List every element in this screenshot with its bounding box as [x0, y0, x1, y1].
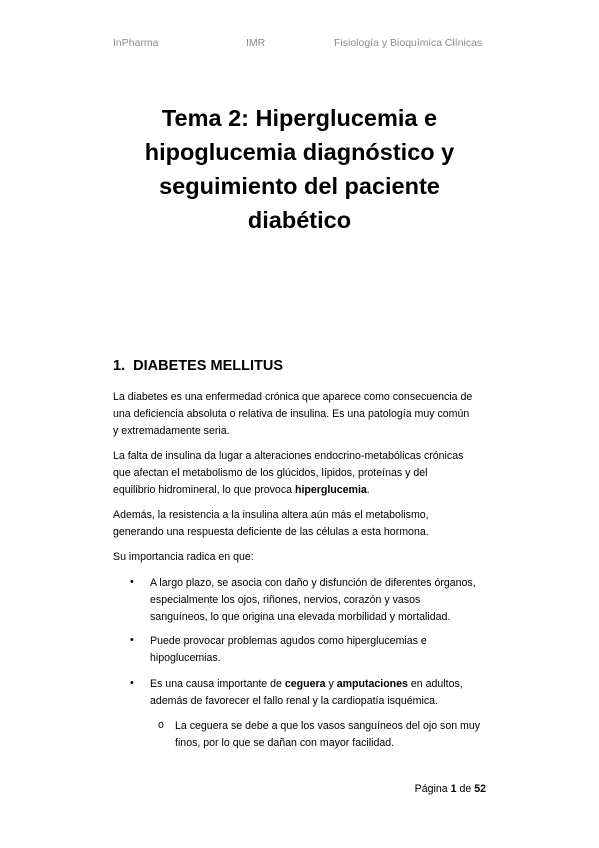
title-line: hipoglucemia diagnóstico y [144, 139, 455, 165]
of-label: de [459, 783, 472, 795]
text-line: La falta de insulina da lugar a alteraciones endocrino-metabólicas crónicas [113, 450, 464, 462]
text-run: y [325, 678, 337, 690]
text-line: Además, la resistencia a la insulina altera aún más el metabolismo, [113, 509, 429, 521]
paragraph-3 [113, 507, 493, 541]
text-line: finos, por lo que se dañan con mayor facilidad. [175, 737, 395, 749]
text-line: que afectan el metabolismo de los glúcidos, lípidos, proteínas y del [113, 467, 428, 479]
header-right: Fisiología y Bioquímica Clínicas [334, 37, 483, 49]
paragraph-4 [113, 549, 493, 566]
header-left: InPharma [113, 37, 159, 49]
text-run: Es una causa importante de [150, 678, 285, 690]
title-line: Tema 2: Hiperglucemia e [161, 105, 438, 131]
sub-bullet-icon: o [158, 719, 164, 731]
total-pages: 52 [474, 783, 486, 795]
text-line: La ceguera se debe a que los vasos sanguíneos del ojo son muy [175, 720, 481, 732]
page-number [415, 783, 486, 795]
text-line: A largo plazo, se asocia con daño y disfunción de diferentes órganos, [150, 577, 476, 589]
bullet-icon: • [130, 634, 134, 646]
bullet-icon: • [130, 576, 134, 588]
text-run: . [366, 484, 370, 496]
title-line: seguimiento del paciente [159, 173, 440, 199]
text-line: generando una respuesta deficiente de las células a esta hormona. [113, 526, 429, 538]
title-line: diabético [247, 207, 352, 233]
text-line: especialmente los ojos, riñones, nervios, corazón y vasos [150, 594, 421, 606]
text-line: además de favorecer el fallo renal y la cardiopatía isquémica. [150, 695, 438, 707]
page-label: Página [414, 783, 448, 795]
section-number: 1. [113, 358, 126, 374]
bold-term: hiperglucemia [294, 484, 367, 496]
text-line: sanguíneos, lo que origina una elevada morbilidad y mortalidad. [150, 611, 451, 623]
bullet-item-1 [150, 575, 500, 626]
text-line: una deficiencia absoluta o relativa de insulina. Es una patología muy común [113, 408, 470, 420]
text-run: en adultos, [407, 678, 463, 690]
document-title [80, 101, 519, 237]
section-heading [113, 358, 283, 374]
text-line: Puede provocar problemas agudos como hiperglucemias e [150, 635, 427, 647]
header-center: IMR [246, 37, 266, 49]
bold-term: ceguera [284, 678, 326, 690]
text-line: Su importancia radica en que: [113, 551, 254, 563]
text-line: La diabetes es una enfermedad crónica que aparece como consecuencia de [113, 391, 473, 403]
bullet-item-2 [150, 633, 500, 667]
text-line: hipoglucemias. [150, 652, 221, 664]
paragraph-2 [113, 448, 493, 499]
section-title: DIABETES MELLITUS [133, 358, 283, 374]
sub-bullet-item-1 [175, 718, 505, 752]
paragraph-1 [113, 389, 493, 440]
text-line: y extremadamente seria. [113, 425, 230, 437]
bullet-icon: • [130, 677, 134, 689]
bold-term: amputaciones [336, 678, 408, 690]
text-line [113, 482, 493, 499]
text-line [150, 676, 500, 693]
bullet-item-3 [150, 676, 500, 710]
current-page: 1 [450, 783, 457, 795]
text-run: equilibrio hidromineral, lo que provoca [113, 484, 295, 496]
